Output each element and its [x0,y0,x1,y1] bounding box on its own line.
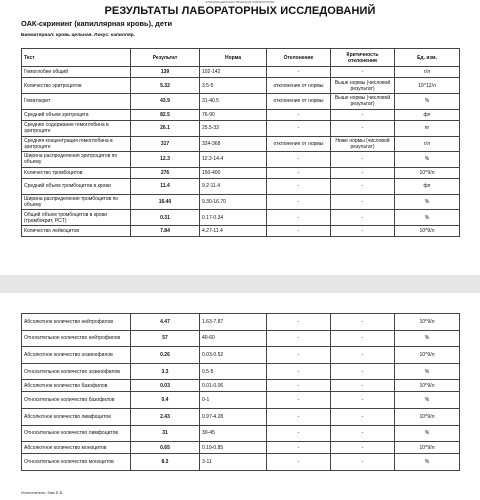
cell-norm: 40-60 [200,330,267,347]
cell-criticality: - [331,210,395,226]
cell-test-name: Гематокрит [22,93,131,109]
cell-result: 26.1 [131,120,200,136]
cell-criticality: - [331,109,395,120]
cell-unit: % [395,330,460,347]
cell-result: 0.03 [131,380,200,392]
cell-criticality: - [331,363,395,380]
cell-test-name: Средний объем эритроцита [22,109,131,120]
cell-test-name: Средняя концентрация гемоглобина в эритроците [22,136,131,152]
cell-test-name: Относительное количество нейтрофилов [22,330,131,347]
cell-criticality: - [331,392,395,409]
table-row [22,67,460,78]
cell-criticality: - [331,225,395,236]
cell-unit: % [395,425,460,442]
cell-unit: % [395,210,460,226]
cell-norm: 12.2-14.4 [200,152,267,168]
cell-norm: 3-11 [200,454,267,471]
table-row [22,347,460,364]
column-header-test: Тест [22,49,131,67]
cell-result: 5.32 [131,78,200,94]
table-row [22,152,460,168]
cell-result: 139 [131,67,200,78]
cell-deviation: отклонение от нормы [267,136,331,152]
cell-result: 7.84 [131,225,200,236]
cell-test-name: Среднее содержание гемоглобина в эритроците [22,120,131,136]
report-page-2 [0,293,480,500]
cell-unit: % [395,392,460,409]
cell-deviation: - [267,330,331,347]
cell-criticality: - [331,347,395,364]
cell-test-name: Количество эритроцитов [22,78,131,94]
cell-criticality: Выше нормы (числовой результат) [331,93,395,109]
cell-deviation: - [267,392,331,409]
column-header-deviation: Отклонение [267,49,331,67]
cell-unit: фл [395,179,460,195]
cell-criticality: - [331,408,395,425]
cell-result: 3.3 [131,363,200,380]
results-table [21,48,460,237]
cell-criticality: Ниже нормы (числовой результат) [331,136,395,152]
cell-test-name: Относительное количество базофилов [22,392,131,409]
cell-test-name: Количество лейкоцитов [22,225,131,236]
table-row [22,167,460,178]
cell-deviation: - [267,152,331,168]
cell-deviation: - [267,347,331,364]
cell-result: 0.31 [131,210,200,226]
cell-norm: 3.5-5 [200,78,267,94]
cell-norm: 4.27-11.4 [200,225,267,236]
cell-criticality: - [331,314,395,331]
table-row [22,179,460,195]
column-header-criticality: Критичность отклонения [331,49,395,67]
cell-test-name: Относительное количество лимфоцитов [22,425,131,442]
cell-norm: 150-400 [200,167,267,178]
cell-deviation: - [267,67,331,78]
cell-result: 12.3 [131,152,200,168]
table-row [22,225,460,236]
cell-criticality: - [331,67,395,78]
cell-test-name: Ширина распределения тромбоцитов по объему [22,194,131,210]
table-row [22,109,460,120]
cell-norm: 9.2-11.4 [200,179,267,195]
table-row [22,454,460,471]
cell-deviation: отклонение от нормы [267,78,331,94]
table-header-row [22,49,460,67]
table-row [22,380,460,392]
cell-test-name: Абсолютное количество базофилов [22,380,131,392]
cell-norm: 9.30-16.70 [200,194,267,210]
panel-title: ОАК-скрининг (капиллярная кровь), дети [21,19,173,28]
cell-norm: 0-1 [200,392,267,409]
cell-test-name: Общий объем тромбоцитов в крови (тромбокрит, PCT) [22,210,131,226]
report-title: РЕЗУЛЬТАТЫ ЛАБОРАТОРНЫХ ИССЛЕДОВАНИЙ [104,5,376,17]
cell-test-name: Гемоглобин общий [22,67,131,78]
cell-unit: 10^9/л [395,314,460,331]
table-row [22,136,460,152]
cell-result: 57 [131,330,200,347]
cell-result: 31 [131,425,200,442]
cell-criticality: - [331,454,395,471]
cell-result: 43.9 [131,93,200,109]
cell-test-name: Абсолютное количество моноцитов [22,442,131,454]
cell-test-name: Относительное количество моноцитов [22,454,131,471]
cell-unit: 10^9/л [395,442,460,454]
table-row [22,194,460,210]
cell-unit: % [395,152,460,168]
cell-unit: фл [395,109,460,120]
cell-criticality: - [331,425,395,442]
cell-criticality: - [331,167,395,178]
cell-norm: 102-142 [200,67,267,78]
cell-test-name: Относительное количество эозинофилов [22,363,131,380]
table-row [22,314,460,331]
cell-deviation: - [267,194,331,210]
cell-result: 0.65 [131,442,200,454]
table-row [22,78,460,94]
table-row [22,408,460,425]
results-table-continued [21,313,460,471]
cell-test-name: Абсолютное количество лимфоцитов [22,408,131,425]
cell-deviation: - [267,442,331,454]
cell-norm: 0.01-0.06 [200,380,267,392]
cell-unit: 10^9/л [395,380,460,392]
cell-result: 0.26 [131,347,200,364]
table-row [22,425,460,442]
cell-criticality: - [331,380,395,392]
cell-unit: % [395,93,460,109]
cell-unit: 10^12/л [395,78,460,94]
table-row [22,442,460,454]
cell-deviation: - [267,425,331,442]
cell-result: 2.43 [131,408,200,425]
cell-criticality: - [331,442,395,454]
biomaterial-line: Биоматериал: кровь цельная. Локус: капилляр. [21,33,136,38]
table-row [22,363,460,380]
cell-result: 11.4 [131,179,200,195]
cell-deviation: - [267,179,331,195]
cell-criticality: - [331,120,395,136]
cell-deviation: отклонение от нормы [267,93,331,109]
cell-result: 317 [131,136,200,152]
cell-deviation: - [267,210,331,226]
cell-deviation: - [267,225,331,236]
column-header-unit: Ед. изм. [395,49,460,67]
cell-norm: 0.5-5 [200,363,267,380]
cell-deviation: - [267,167,331,178]
column-header-result: Результат [131,49,200,67]
cell-test-name: Количество тромбоцитов [22,167,131,178]
cell-deviation: - [267,314,331,331]
cell-criticality: Выше нормы (числовой результат) [331,78,395,94]
cell-unit: 10^9/л [395,167,460,178]
cell-result: 276 [131,167,200,178]
cell-result: 8.3 [131,454,200,471]
cell-deviation: - [267,408,331,425]
cell-norm: 0.19-0.85 [200,442,267,454]
cell-norm: 30-45 [200,425,267,442]
table-row [22,392,460,409]
cell-norm: 25.5-33 [200,120,267,136]
cell-unit: % [395,363,460,380]
cell-deviation: - [267,380,331,392]
cell-unit: % [395,454,460,471]
table-row [22,120,460,136]
cell-criticality: - [331,330,395,347]
cell-norm: 31-40.5 [200,93,267,109]
table-row [22,330,460,347]
cell-result: 16.40 [131,194,200,210]
column-header-norm: Норма [200,49,267,67]
cell-test-name: Абсолютное количество нейтрофилов [22,314,131,331]
cell-unit: 10^9/л [395,347,460,364]
cell-unit: % [395,194,460,210]
cell-result: 82.5 [131,109,200,120]
cell-deviation: - [267,120,331,136]
cell-deviation: - [267,363,331,380]
cell-unit: г/л [395,136,460,152]
cell-test-name: Средний объем тромбоцитов в крови [22,179,131,195]
cell-unit: 10^9/л [395,225,460,236]
cell-norm: 1.63-7.87 [200,314,267,331]
cell-test-name: Абсолютное количество эозинофилов [22,347,131,364]
cell-norm: 324-368 [200,136,267,152]
executor-line: Исполнитель: Ким Е.В. [21,490,64,495]
cell-norm: 0.97-4.28 [200,408,267,425]
cell-unit: пг [395,120,460,136]
cell-norm: 0.17-0.34 [200,210,267,226]
cell-criticality: - [331,194,395,210]
cell-unit: 10^9/л [395,408,460,425]
cell-result: 4.47 [131,314,200,331]
cell-criticality: - [331,152,395,168]
cell-result: 0.4 [131,392,200,409]
cell-unit: г/л [395,67,460,78]
cell-norm: 76-90 [200,109,267,120]
cell-test-name: Ширина распределения эритроцитов по объему [22,152,131,168]
table-row [22,210,460,226]
cell-deviation: - [267,109,331,120]
cell-norm: 0.03-0.52 [200,347,267,364]
cell-criticality: - [331,179,395,195]
lab-name: КЛИНИКО-ДИАГНОСТИЧЕСКАЯ ЛАБОРАТОРИЯ [205,0,275,4]
cell-deviation: - [267,454,331,471]
table-row [22,93,460,109]
